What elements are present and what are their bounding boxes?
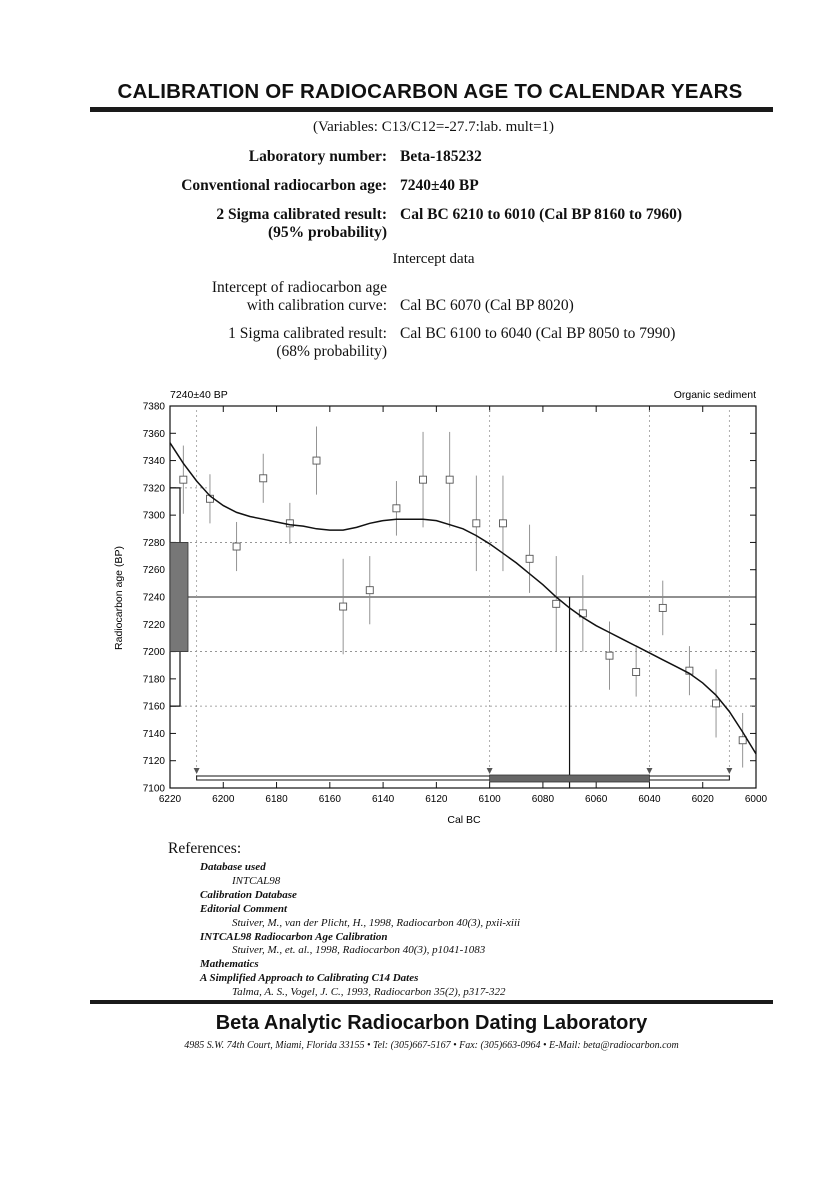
intercept-value: Cal BC 6070 (Cal BP 8020) [400, 297, 574, 314]
x-tick-label: 6000 [744, 794, 768, 805]
data-point [286, 520, 293, 527]
lab-number-value: Beta-185232 [400, 148, 482, 165]
data-point [739, 737, 746, 744]
reference-line: Mathematics [200, 958, 259, 971]
data-point [393, 505, 400, 512]
data-point [313, 457, 320, 464]
y-tick-label: 7300 [142, 510, 165, 522]
y-tick-label: 7120 [142, 756, 165, 768]
calibration-chart [0, 380, 827, 830]
sigma2-label: 2 Sigma calibrated result: [216, 206, 387, 223]
reference-line: Database used [200, 861, 266, 873]
y-tick-label: 7280 [142, 537, 165, 549]
references-heading: References: [168, 840, 242, 857]
reference-line: Stuiver, M., et. al., 1998, Radiocarbon 40(3), p1041-1083 [232, 944, 486, 957]
y-tick-label: 7100 [142, 783, 165, 795]
x-tick-label: 6060 [585, 794, 608, 805]
sigma1-probability: (68% probability) [276, 343, 387, 360]
y-tick-label: 7140 [142, 728, 165, 740]
conv-age-label: Conventional radiocarbon age: [181, 177, 387, 194]
sigma1-age-band [170, 542, 188, 651]
sigma1-label: 1 Sigma calibrated result: [228, 325, 387, 342]
x-tick-label: 6140 [371, 794, 395, 805]
data-point [233, 543, 240, 550]
calibration-curve [170, 443, 756, 754]
data-point [180, 476, 187, 483]
reference-line: Stuiver, M., van der Plicht, H., 1998, Radiocarbon 40(3), pxii-xiii [232, 916, 521, 929]
x-tick-label: 6160 [318, 794, 341, 805]
y-tick-label: 7220 [142, 619, 165, 631]
footer-rule [90, 1000, 773, 1004]
data-point [659, 604, 666, 611]
data-point [446, 476, 453, 483]
y-tick-label: 7320 [142, 483, 165, 495]
data-point [260, 475, 267, 482]
reference-line: Editorial Comment [200, 902, 288, 915]
footer-lab-name: Beta Analytic Radiocarbon Dating Laboratory [215, 1012, 648, 1034]
chart-corner-right: Organic sediment [673, 389, 756, 401]
data-point [713, 700, 720, 707]
intercept-heading: Intercept data [392, 251, 475, 267]
intercept-label-2: with calibration curve: [246, 297, 387, 314]
data-point [420, 476, 427, 483]
reference-line: INTCAL98 [232, 874, 281, 887]
footer-address: 4985 S.W. 74th Court, Miami, Florida 33155 • Tel: (305)667-5167 • Fax: (305)663-0964 • E-Mail: beta@radiocarbon.com [184, 1040, 679, 1051]
data-point [553, 600, 560, 607]
range-marker [194, 768, 200, 774]
x-tick-label: 6080 [531, 794, 555, 805]
sigma1-value: Cal BC 6100 to 6040 (Cal BP 8050 to 7990) [400, 325, 676, 342]
y-tick-label: 7380 [142, 401, 165, 413]
x-tick-label: 6040 [638, 794, 661, 805]
data-point [633, 669, 640, 676]
y-tick-label: 7200 [142, 647, 165, 659]
variables-line: (Variables: C13/C12=-27.7:lab. mult=1) [312, 119, 555, 135]
y-tick-label: 7180 [142, 674, 165, 686]
range-marker [726, 768, 732, 774]
x-tick-label: 6020 [691, 794, 714, 805]
x-tick-label: 6200 [212, 794, 235, 805]
conv-age-value: 7240±40 BP [400, 177, 479, 194]
data-point [526, 555, 533, 562]
data-point [366, 587, 373, 594]
x-tick-label: 6120 [425, 794, 448, 805]
y-tick-label: 7260 [142, 565, 165, 577]
x-tick-label: 6100 [478, 794, 501, 805]
title-rule [90, 107, 773, 112]
x-tick-label: 6220 [158, 794, 182, 805]
y-tick-label: 7360 [142, 428, 165, 440]
data-point [340, 603, 347, 610]
reference-line: A Simplified Approach to Calibrating C14 Dates [200, 972, 419, 985]
range-marker [646, 768, 652, 774]
data-point [499, 520, 506, 527]
reference-line: INTCAL98 Radiocarbon Age Calibration [200, 930, 388, 943]
lab-number-label: Laboratory number: [248, 148, 387, 165]
chart-corner-left: 7240±40 BP [170, 389, 228, 401]
y-tick-label: 7340 [142, 456, 165, 468]
chart-xlabel: Cal BC [447, 814, 481, 826]
sigma2-probability: (95% probability) [268, 224, 387, 241]
data-point [473, 520, 480, 527]
reference-line: Calibration Database [200, 888, 297, 901]
sigma1-range-bar [490, 775, 650, 782]
sigma2-value: Cal BC 6210 to 6010 (Cal BP 8160 to 7960) [400, 206, 683, 223]
intercept-label-1: Intercept of radiocarbon age [211, 279, 387, 296]
y-tick-label: 7160 [142, 701, 165, 713]
range-marker [487, 768, 493, 774]
x-tick-label: 6180 [265, 794, 288, 805]
data-point [606, 652, 613, 659]
y-tick-label: 7240 [142, 592, 165, 604]
reference-line: Talma, A. S., Vogel, J. C., 1993, Radiocarbon 35(2), p317-322 [232, 986, 506, 999]
page-title: CALIBRATION OF RADIOCARBON AGE TO CALENDAR YEARS [117, 80, 743, 103]
chart-ylabel: Radiocarbon age (BP) [113, 546, 125, 650]
